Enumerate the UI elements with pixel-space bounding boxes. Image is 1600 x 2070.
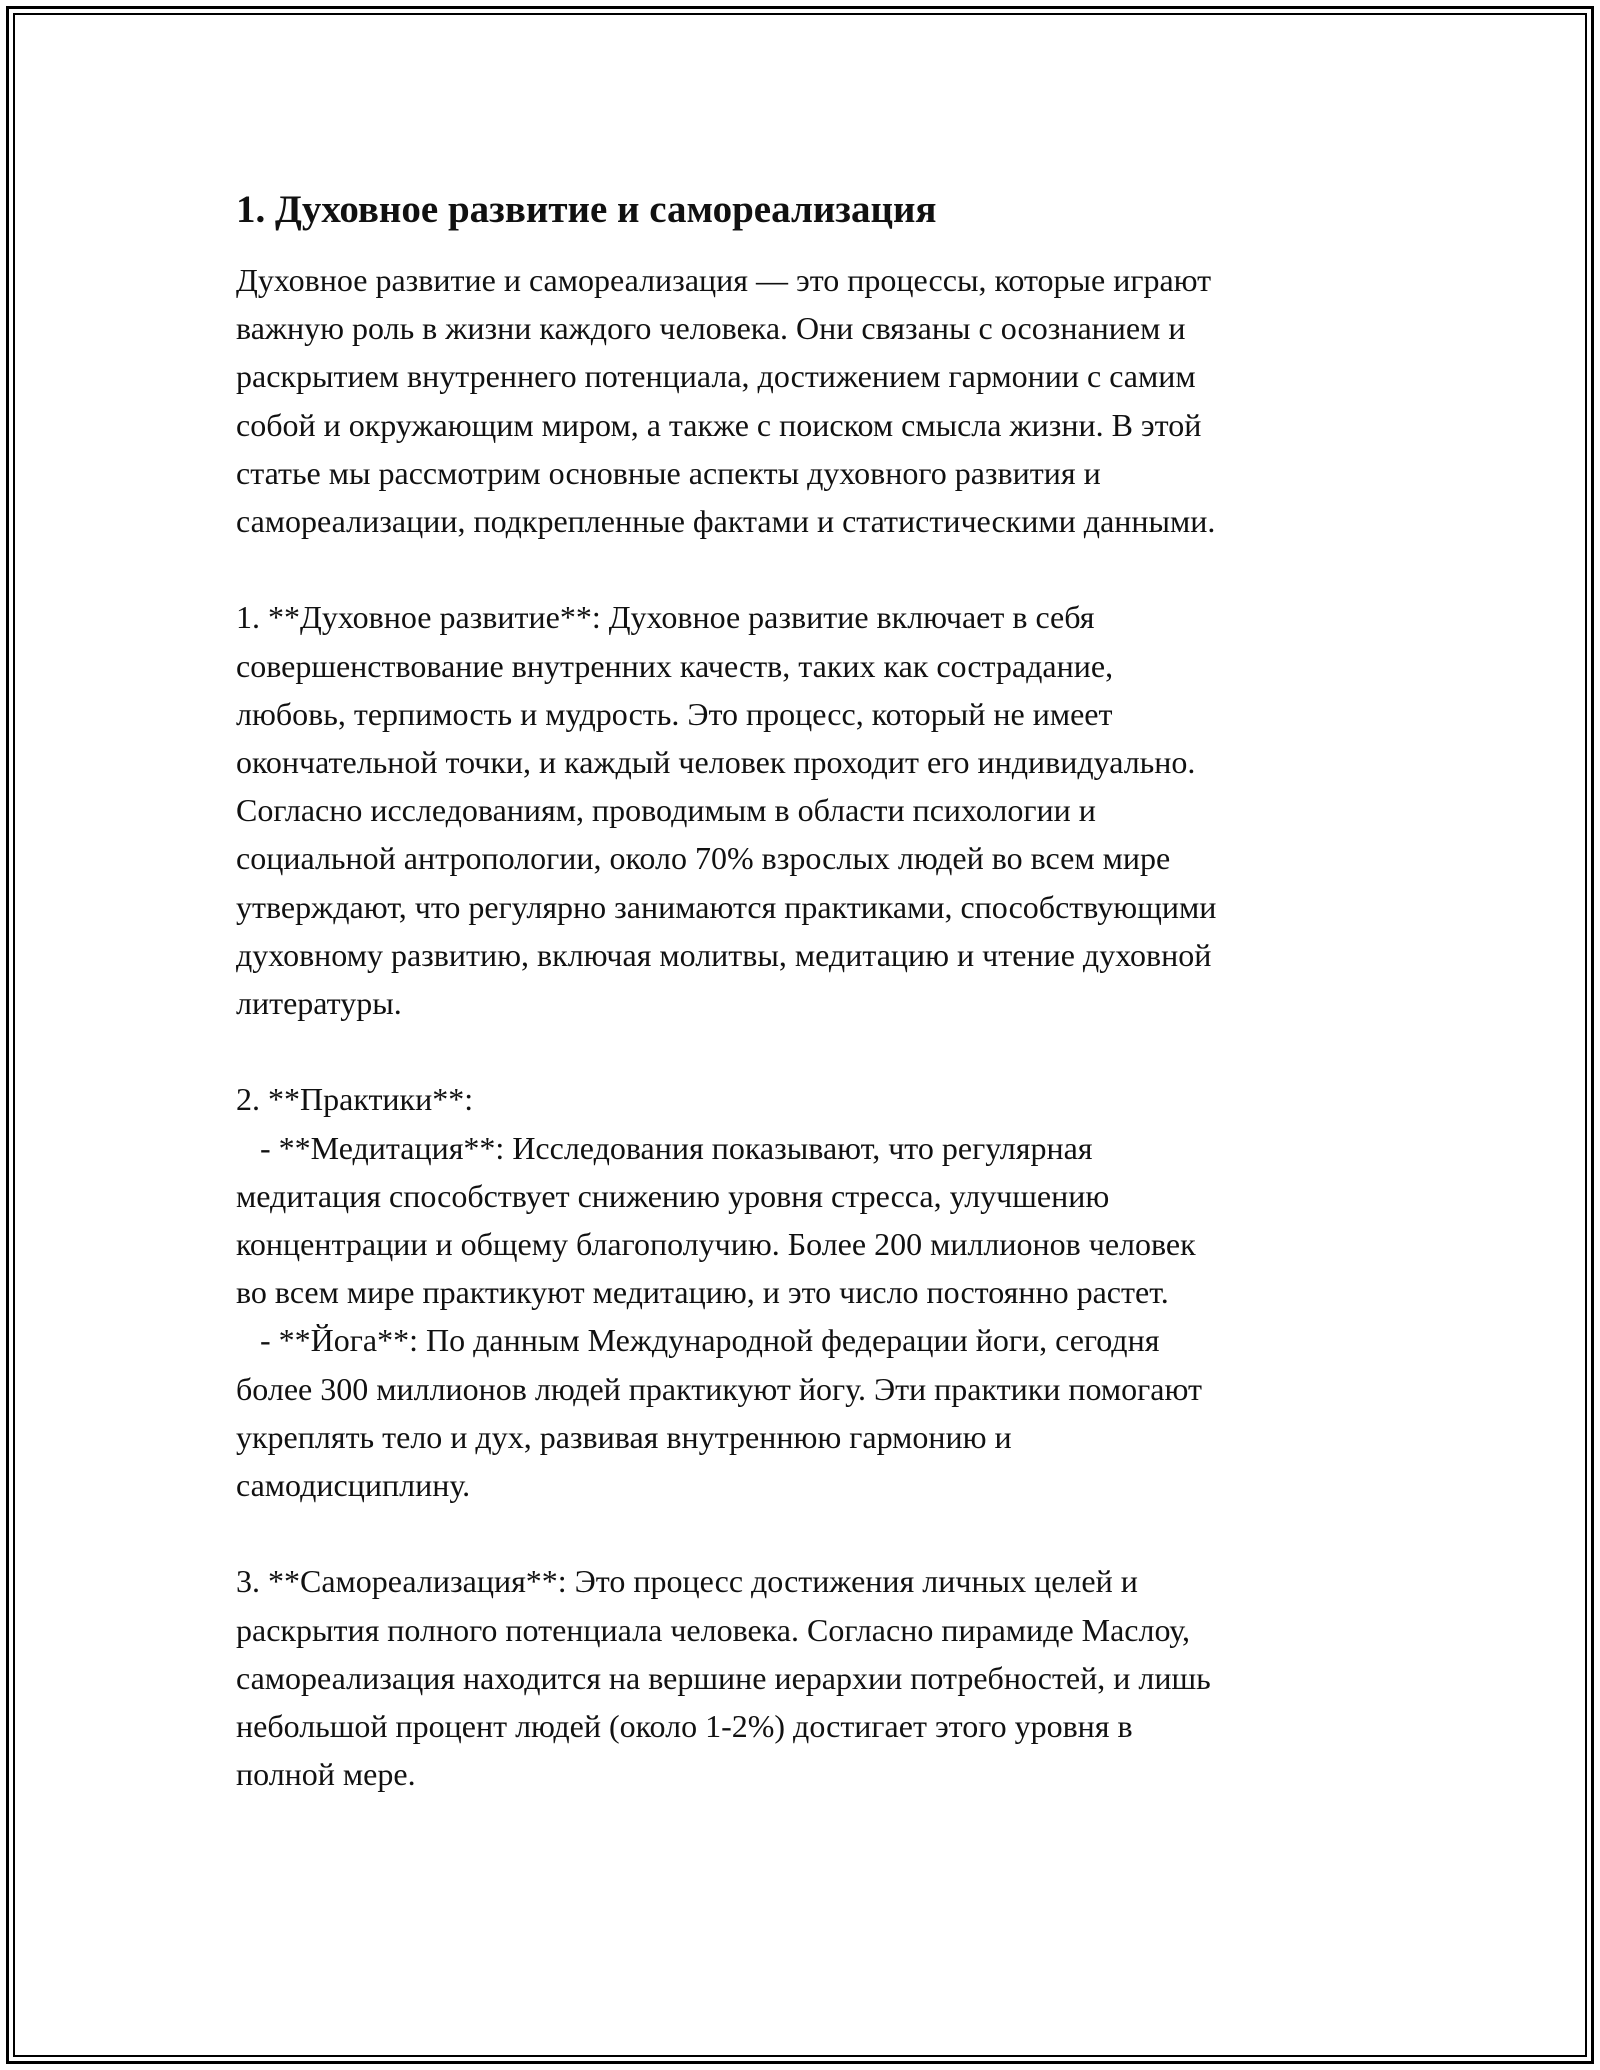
document-title: 1. Духовное развитие и самореализация xyxy=(236,188,937,231)
section-spiritual-development: 1. **Духовное развитие**: Духовное развитие включает в себя совершенствование внутренних качеств, таких как сострадание, любовь, терпимость и мудрость. Это процесс, который не имеет окончательной точки, и каждый человек проходит его индивидуально. Согласно исследованиям, проводимым в области психологии и социальной антропологии, около 70% взрослых людей во всем мире утверждают, что регулярно занимаются практиками, способствующими духовному развитию, включая молитвы, медитацию и чтение духовной литературы. xyxy=(236,599,1217,1022)
paragraph-gap xyxy=(236,1509,1396,1557)
paragraph-gap xyxy=(236,1027,1396,1075)
section-practices: 2. **Практики**: - **Медитация**: Исследования показывают, что регулярная медитация способствует снижению уровня стресса, улучшению концентрации и общему благополучию. Более 200 миллионов человек во всем мире практикуют медитацию, и это число постоянно растет. - **Йога**: По данным Международной федерации йоги, сегодня более 300 миллионов людей практикуют йогу. Эти практики помогают укреплять тело и дух, развивая внутреннюю гармонию и самодисциплину. xyxy=(236,1081,1202,1504)
intro-paragraph: Духовное развитие и самореализация — это процессы, которые играют важную роль в жизни каждого человека. Они связаны с осознанием и раскрытием внутреннего потенциала, достижением гармонии с самим собой и окружающим миром, а также с поиском смысла жизни. В этой статье мы рассмотрим основные аспекты духовного развития и самореализации, подкрепленные фактами и статистическими данными. xyxy=(236,262,1216,540)
document-body xyxy=(236,186,1396,1798)
paragraph-gap xyxy=(236,545,1396,593)
section-self-realization: 3. **Самореализация**: Это процесс достижения личных целей и раскрытия полного потенциала человека. Согласно пирамиде Маслоу, самореализация находится на вершине иерархии потребностей, и лишь небольшой процент людей (около 1-2%) достигает этого уровня в полной мере. xyxy=(236,1563,1211,1793)
